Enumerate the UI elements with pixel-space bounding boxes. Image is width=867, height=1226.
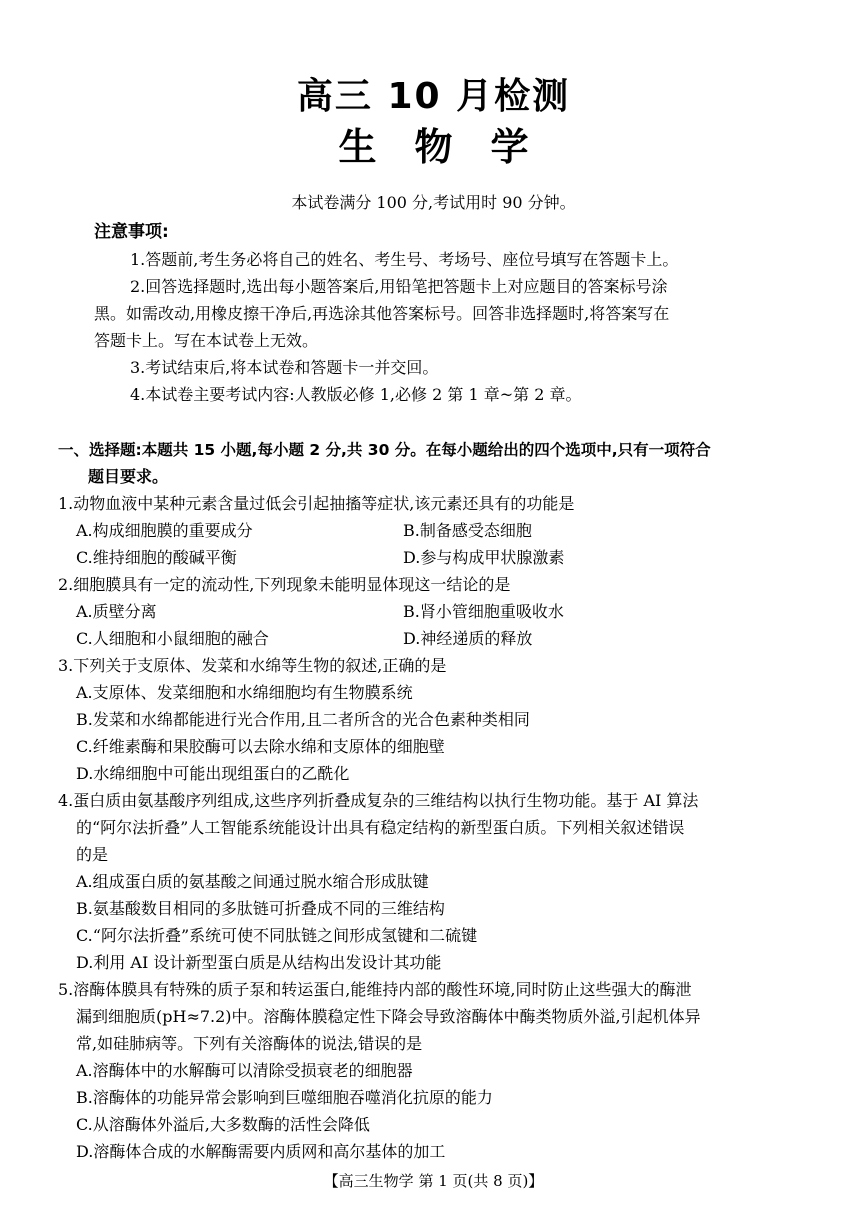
option-c: C.“阿尔法折叠”系统可使不同肽链之间形成氢键和二硫键 (76, 926, 478, 945)
page-footer: 【高三生物学 第 1 页(共 8 页)】 (323, 1172, 544, 1190)
question-stem: 1.动物血液中某种元素含量过低会引起抽搐等症状,该元素还具有的功能是 (58, 494, 575, 513)
option-b: B.肾小管细胞重吸收水 (403, 602, 564, 621)
option-b: B.溶酶体的功能异常会影响到巨噬细胞吞噬消化抗原的能力 (76, 1088, 493, 1107)
exam-title: 高三 10 月检测 (296, 76, 571, 117)
section-heading: 一、选择题:本题共 15 小题,每小题 2 分,共 30 分。在每小题给出的四个选项中,只有一项符合 (58, 441, 711, 459)
notice-item: 1.答题前,考生务必将自己的姓名、考生号、考场号、座位号填写在答题卡上。 (130, 250, 679, 269)
section-heading-continuation: 题目要求。 (88, 467, 169, 486)
option-c: C.从溶酶体外溢后,大多数酶的活性会降低 (76, 1115, 370, 1134)
option-b: B.发菜和水绵都能进行光合作用,且二者所含的光合色素种类相同 (76, 710, 530, 729)
question-stem: 5.溶酶体膜具有特殊的质子泵和转运蛋白,能维持内部的酸性环境,同时防止这些强大的酶泄 (58, 980, 692, 999)
notice-item: 3.考试结束后,将本试卷和答题卡一并交回。 (130, 358, 439, 377)
option-b: B.氨基酸数目相同的多肽链可折叠成不同的三维结构 (76, 899, 445, 918)
exam-intro: 本试卷满分 100 分,考试用时 90 分钟。 (291, 193, 576, 212)
option-a: A.溶酶体中的水解酶可以清除受损衰老的细胞器 (76, 1061, 413, 1080)
notice-item: 2.回答选择题时,选出每小题答案后,用铅笔把答题卡上对应题目的答案标号涂 (130, 277, 668, 296)
question-stem-continuation: 的“阿尔法折叠”人工智能系统能设计出具有稳定结构的新型蛋白质。下列相关叙述错误 (76, 818, 685, 837)
question-stem-continuation: 常,如硅肺病等。下列有关溶酶体的说法,错误的是 (76, 1034, 423, 1053)
option-b: B.制备感受态细胞 (403, 521, 532, 540)
question-stem: 4.蛋白质由氨基酸序列组成,这些序列折叠成复杂的三维结构以执行生物功能。基于 AI 算法 (58, 791, 699, 810)
option-d: D.水绵细胞中可能出现组蛋白的乙酰化 (76, 764, 350, 783)
notice-item-continuation: 答题卡上。写在本试卷上无效。 (94, 331, 319, 350)
option-d: D.神经递质的释放 (403, 629, 533, 648)
notice-item: 4.本试卷主要考试内容:人教版必修 1,必修 2 第 1 章~第 2 章。 (130, 385, 582, 404)
option-c: C.纤维素酶和果胶酶可以去除水绵和支原体的细胞壁 (76, 737, 445, 756)
option-d: D.利用 AI 设计新型蛋白质是从结构出发设计其功能 (76, 953, 442, 972)
option-c: C.维持细胞的酸碱平衡 (76, 548, 237, 567)
notice-heading: 注意事项: (94, 222, 169, 242)
notice-item-continuation: 黑。如需改动,用橡皮擦干净后,再选涂其他答案标号。回答非选择题时,将答案写在 (94, 304, 670, 323)
option-a: A.支原体、发菜细胞和水绵细胞均有生物膜系统 (76, 683, 413, 702)
question-stem-continuation: 的是 (76, 845, 109, 864)
option-d: D.参与构成甲状腺激素 (403, 548, 565, 567)
option-a: A.质壁分离 (76, 602, 157, 621)
option-a: A.组成蛋白质的氨基酸之间通过脱水缩合形成肽键 (76, 872, 429, 891)
option-d: D.溶酶体合成的水解酶需要内质网和高尔基体的加工 (76, 1142, 446, 1161)
question-stem-continuation: 漏到细胞质(pH≈7.2)中。溶酶体膜稳定性下降会导致溶酶体中酶类物质外溢,引起机体异 (76, 1007, 701, 1026)
subject-title: 生物学 (338, 125, 567, 169)
option-c: C.人细胞和小鼠细胞的融合 (76, 629, 269, 648)
question-stem: 2.细胞膜具有一定的流动性,下列现象未能明显体现这一结论的是 (58, 575, 511, 594)
question-stem: 3.下列关于支原体、发菜和水绵等生物的叙述,正确的是 (58, 656, 447, 675)
option-a: A.构成细胞膜的重要成分 (76, 521, 253, 540)
